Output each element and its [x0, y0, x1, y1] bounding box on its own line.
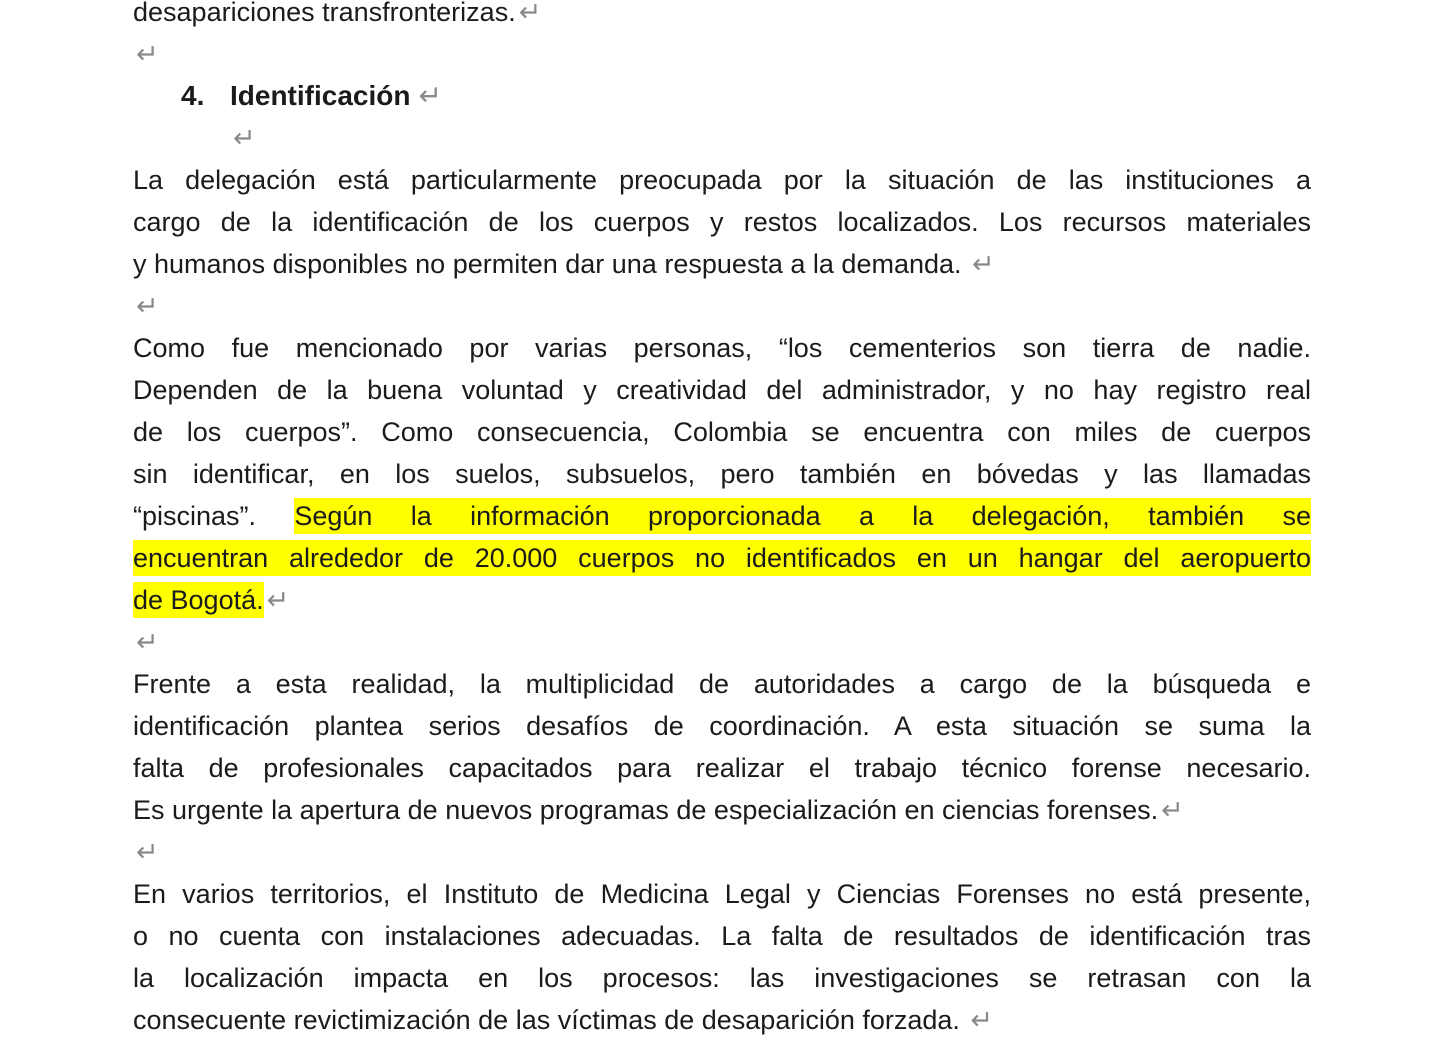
empty-paragraph-line — [133, 33, 1311, 75]
paragraph-mark-icon: ↵ — [266, 585, 290, 616]
body-text: La delegación está particularmente preocupada por la situación de las instituciones a — [133, 165, 1311, 195]
empty-paragraph-line — [133, 285, 1311, 327]
paragraph-mark-icon: ↵ — [972, 249, 995, 280]
text-line — [133, 453, 1311, 495]
text-line — [133, 705, 1311, 747]
body-text: consecuente revictimización de las víctimas de desaparición forzada. — [133, 1005, 968, 1035]
text-line — [133, 747, 1311, 789]
text-line — [133, 915, 1311, 957]
body-text: “piscinas”. — [133, 501, 295, 531]
paragraph-mark-icon: ↵ — [136, 291, 159, 322]
body-text: la localización impacta en los procesos: las investigaciones se retrasan con la — [133, 963, 1311, 993]
text-line — [133, 579, 1311, 621]
text-line — [133, 0, 1311, 33]
empty-paragraph-line — [133, 621, 1311, 663]
body-text: Como fue mencionado por varias personas, “los cementerios son tierra de nadie. — [133, 333, 1311, 363]
text-line — [133, 369, 1311, 411]
text-line — [133, 495, 1311, 537]
body-text: sin identificar, en los suelos, subsuelos, pero también en bóvedas y las llamadas — [133, 459, 1311, 489]
highlighted-text: Según la información proporcionada a la delegación, también se — [294, 498, 1311, 534]
text-line — [133, 663, 1311, 705]
body-text: cargo de la identificación de los cuerpos y restos localizados. Los recursos materiales — [133, 207, 1311, 237]
paragraph-mark-icon: ↵ — [970, 1005, 994, 1036]
body-text: desapariciones transfronterizas. — [133, 0, 516, 27]
heading-label: Identificación — [230, 80, 411, 111]
text-line — [133, 411, 1311, 453]
body-text: falta de profesionales capacitados para realizar el trabajo técnico forense necesario. — [133, 753, 1311, 783]
body-text: o no cuenta con instalaciones adecuadas. La falta de resultados de identificación tras — [133, 921, 1311, 951]
paragraph-mark-icon: ↵ — [136, 627, 159, 658]
empty-paragraph-line — [133, 117, 1311, 159]
paragraph-mark-icon: ↵ — [1161, 795, 1184, 826]
body-text: Dependen de la buena voluntad y creatividad del administrador, y no hay registro real — [133, 375, 1311, 405]
body-text: Es urgente la apertura de nuevos programas de especialización en ciencias forenses. — [133, 795, 1159, 825]
text-line — [133, 537, 1311, 579]
paragraph-mark-icon: ↵ — [136, 39, 159, 70]
document-content — [133, 0, 1311, 1041]
section-heading — [133, 75, 1311, 117]
body-text: de los cuerpos”. Como consecuencia, Colombia se encuentra con miles de cuerpos — [133, 417, 1311, 447]
paragraph-mark-icon: ↵ — [418, 79, 442, 112]
text-line — [133, 201, 1311, 243]
body-text: En varios territorios, el Instituto de Medicina Legal y Ciencias Forenses no está presente, — [133, 879, 1311, 909]
body-text: y humanos disponibles no permiten dar una respuesta a la demanda. — [133, 249, 970, 279]
highlighted-text: de Bogotá. — [133, 582, 264, 618]
paragraph-mark-icon: ↵ — [233, 123, 256, 154]
text-line — [133, 957, 1311, 999]
text-line — [133, 789, 1311, 831]
text-line — [133, 243, 1311, 285]
text-line — [133, 873, 1311, 915]
body-text: Frente a esta realidad, la multiplicidad de autoridades a cargo de la búsqueda e — [133, 669, 1311, 699]
highlighted-text: encuentran alrededor de 20.000 cuerpos no identificados en un hangar del aeropuerto — [133, 540, 1311, 576]
heading-number: 4. — [181, 80, 205, 111]
body-text: identificación plantea serios desafíos de coordinación. A esta situación se suma la — [133, 711, 1311, 741]
text-line — [133, 159, 1311, 201]
paragraph-mark-icon: ↵ — [136, 837, 159, 868]
text-line — [133, 999, 1311, 1041]
paragraph-mark-icon: ↵ — [518, 0, 542, 28]
empty-paragraph-line — [133, 831, 1311, 873]
text-line — [133, 327, 1311, 369]
